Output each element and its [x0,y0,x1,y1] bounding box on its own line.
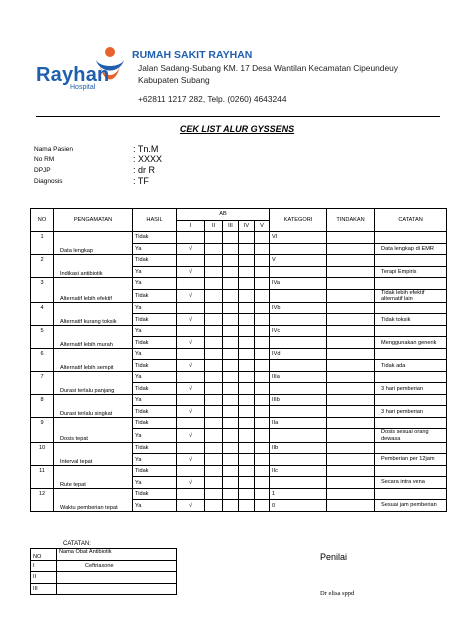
row-hasil: Ya [133,477,177,489]
row-check [177,232,205,244]
row-hasil: Tidak [133,232,177,244]
row-catatan: Terapi Empiris [375,266,447,278]
row-ab-cell [223,348,239,360]
row-catatan: Secara intra vena [375,477,447,489]
address-line-1: Jalan Sadang-Subang KM. 17 Desa Wantilan Kecamatan Cipeundeuy [138,63,398,73]
row-ab-cell [239,348,255,360]
antibiotic-col-name: Nama Obat Antibiotik [57,549,177,561]
row-ab-cell [205,255,223,267]
row-kategori: IVc [270,325,327,337]
row-tindakan [327,454,375,466]
row-ab-cell [255,314,270,326]
row-number: 4 [31,302,54,325]
row-check [177,302,205,314]
catatan-label: CATATAN: [63,541,91,547]
row-ab-cell [205,394,223,406]
row-ab-cell [239,406,255,418]
logo-wordmark: Rayhan [36,64,110,86]
row-kategori: VI [270,232,327,244]
row-kategori: IIa [270,417,327,429]
row-ab-cell [239,383,255,395]
row-check: √ [177,337,205,349]
row-ab-cell [239,394,255,406]
row-ab-cell [223,488,239,500]
row-ab-cell [255,383,270,395]
table-row [31,371,447,383]
table-row [31,442,447,454]
row-check: √ [177,477,205,489]
row-check: √ [177,314,205,326]
row-ab-cell [205,454,223,466]
row-hasil: Tidak [133,360,177,372]
row-ab-cell [223,383,239,395]
row-ab-cell [223,406,239,418]
row-check: √ [177,360,205,372]
row-kategori [270,314,327,326]
row-check [177,394,205,406]
row-ab-cell [205,325,223,337]
antibiotic-table [30,548,177,595]
row-tindakan [327,337,375,349]
antibiotic-row-name [57,583,177,595]
row-kategori: V [270,255,327,267]
table-row [31,278,447,290]
row-kategori [270,477,327,489]
row-check [177,325,205,337]
table-row [31,232,447,244]
row-hasil: Tidak [133,417,177,429]
row-ab-cell [239,371,255,383]
row-ab-cell [239,302,255,314]
row-ab-cell [223,371,239,383]
penilai-label: Penilai [320,552,348,562]
row-ab-cell [255,278,270,290]
col-header-no: NO [31,209,54,232]
row-kategori: IIIa [270,371,327,383]
row-tindakan [327,232,375,244]
antibiotic-col-no: NO [31,549,57,561]
row-pengamatan: Durasi terlalu panjang [54,371,133,394]
row-ab-cell [205,488,223,500]
row-kategori [270,454,327,466]
row-number: 10 [31,442,54,465]
col-header-ab-v: V [255,220,270,232]
row-ab-cell [205,243,223,255]
row-ab-cell [223,266,239,278]
row-ab-cell [223,337,239,349]
row-kategori: IIIb [270,394,327,406]
table-row [31,255,447,267]
row-ab-cell [223,417,239,429]
row-catatan [375,465,447,477]
row-ab-cell [239,255,255,267]
row-ab-cell [205,406,223,418]
row-hasil: Tidak [133,465,177,477]
patient-field-value: : XXXX [133,154,163,164]
antibiotic-row-no: II [31,572,57,584]
row-ab-cell [223,232,239,244]
row-ab-cell [255,442,270,454]
row-ab-cell [239,417,255,429]
row-ab-cell [239,266,255,278]
row-ab-cell [205,429,223,442]
row-check: √ [177,500,205,512]
row-tindakan [327,325,375,337]
row-pengamatan: Rute tepat [54,465,133,488]
row-hasil: Tidak [133,442,177,454]
row-check: √ [177,243,205,255]
row-ab-cell [255,406,270,418]
row-tindakan [327,417,375,429]
row-ab-cell [205,348,223,360]
row-tindakan [327,383,375,395]
hospital-phone: +62811 1217 282, Telp. (0260) 4643244 [138,94,287,104]
row-ab-cell [205,302,223,314]
row-kategori [270,266,327,278]
row-catatan: Pemberian per 12jam [375,454,447,466]
row-ab-cell [255,417,270,429]
row-ab-cell [205,278,223,290]
row-kategori [270,406,327,418]
row-catatan: 3 hari pemberian [375,406,447,418]
hospital-name: RUMAH SAKIT RAYHAN [132,49,253,61]
row-ab-cell [223,278,239,290]
row-check [177,417,205,429]
row-catatan [375,442,447,454]
row-catatan: Dosis sesuai orang dewasa [375,429,447,442]
row-number: 5 [31,325,54,348]
row-ab-cell [223,454,239,466]
row-hasil: Tidak [133,255,177,267]
row-pengamatan: Alternatif lebih sempit [54,348,133,371]
row-ab-cell [223,289,239,302]
row-hasil: Tidak [133,337,177,349]
row-number: 1 [31,232,54,255]
row-ab-cell [223,394,239,406]
row-ab-cell [205,266,223,278]
row-ab-cell [255,477,270,489]
row-ab-cell [205,383,223,395]
row-kategori: IVa [270,278,327,290]
table-row [31,302,447,314]
row-number: 7 [31,371,54,394]
row-pengamatan: Interval tepat [54,442,133,465]
row-hasil: Ya [133,325,177,337]
row-ab-cell [239,243,255,255]
table-row [31,488,447,500]
address-line-2: Kabupaten Subang [138,74,210,85]
row-ab-cell [239,500,255,512]
row-ab-cell [239,337,255,349]
row-catatan [375,232,447,244]
row-check: √ [177,406,205,418]
row-kategori [270,383,327,395]
row-hasil: Ya [133,500,177,512]
row-number: 9 [31,417,54,442]
table-row [31,348,447,360]
row-ab-cell [223,325,239,337]
row-pengamatan: Alternatif lebih murah [54,325,133,348]
antibiotic-row [31,560,177,572]
row-ab-cell [205,232,223,244]
row-check [177,371,205,383]
row-hasil: Tidak [133,383,177,395]
row-check: √ [177,429,205,442]
row-hasil: Ya [133,243,177,255]
row-kategori [270,289,327,302]
row-number: 12 [31,488,54,511]
row-number: 2 [31,255,54,278]
row-hasil: Ya [133,429,177,442]
row-ab-cell [255,371,270,383]
row-kategori [270,360,327,372]
col-header-tindakan: TINDAKAN [327,209,375,232]
row-ab-cell [205,289,223,302]
row-ab-cell [255,500,270,512]
row-hasil: Ya [133,371,177,383]
row-kategori: IIb [270,442,327,454]
row-number: 8 [31,394,54,417]
row-ab-cell [205,442,223,454]
row-kategori [270,243,327,255]
row-catatan [375,278,447,290]
row-catatan [375,348,447,360]
row-hasil: Tidak [133,289,177,302]
row-pengamatan: Data lengkap [54,232,133,255]
row-hasil: Ya [133,454,177,466]
antibiotic-row [31,572,177,584]
col-header-pengamatan: PENGAMATAN [54,209,133,232]
patient-field-value: : Tn.M [133,144,159,154]
row-tindakan [327,289,375,302]
row-catatan: Tidak lebih efektif alternatif lain [375,289,447,302]
row-check: √ [177,266,205,278]
row-ab-cell [239,314,255,326]
row-tindakan [327,314,375,326]
row-ab-cell [239,454,255,466]
row-hasil: Ya [133,266,177,278]
row-ab-cell [205,360,223,372]
col-header-ab-ii: II [205,220,223,232]
row-pengamatan: Dosis tepat [54,417,133,442]
row-kategori: IVd [270,348,327,360]
col-header-hasil: HASIL [133,209,177,232]
row-hasil: Ya [133,348,177,360]
row-catatan: Menggunakan generik [375,337,447,349]
col-header-ab: AB [177,209,270,221]
row-ab-cell [255,454,270,466]
row-tindakan [327,429,375,442]
row-ab-cell [205,337,223,349]
row-pengamatan: Alternatif kurang toksik [54,302,133,325]
row-hasil: Tidak [133,406,177,418]
row-ab-cell [205,417,223,429]
row-ab-cell [255,325,270,337]
row-ab-cell [239,465,255,477]
row-ab-cell [255,429,270,442]
row-number: 6 [31,348,54,371]
antibiotic-row-name: Ceftriaxone [57,560,177,572]
row-ab-cell [255,255,270,267]
col-header-kategori: KATEGORI [270,209,327,232]
row-tindakan [327,266,375,278]
row-ab-cell [223,442,239,454]
row-ab-cell [239,278,255,290]
document-title: CEK LIST ALUR GYSSENS [179,124,295,134]
row-ab-cell [239,360,255,372]
row-catatan [375,371,447,383]
row-hasil: Ya [133,278,177,290]
patient-field-value: : TF [133,176,149,186]
row-ab-cell [255,488,270,500]
row-ab-cell [255,243,270,255]
row-check [177,488,205,500]
row-hasil: Tidak [133,488,177,500]
row-tindakan [327,278,375,290]
row-ab-cell [223,477,239,489]
row-kategori [270,429,327,442]
row-ab-cell [223,360,239,372]
row-ab-cell [205,477,223,489]
row-tindakan [327,406,375,418]
row-number: 3 [31,278,54,303]
row-ab-cell [239,429,255,442]
table-row [31,394,447,406]
row-kategori: IVb [270,302,327,314]
row-tindakan [327,442,375,454]
antibiotic-row [31,583,177,595]
patient-field-value: : dr R [133,165,156,175]
row-tindakan [327,243,375,255]
row-ab-cell [255,394,270,406]
patient-field-label: Diagnosis [34,178,63,185]
row-pengamatan: Alternatif lebih efektif [54,278,133,303]
row-ab-cell [223,302,239,314]
row-tindakan [327,465,375,477]
row-tindakan [327,360,375,372]
row-pengamatan: Waktu pemberian tepat [54,488,133,511]
row-tindakan [327,302,375,314]
row-ab-cell [223,465,239,477]
row-ab-cell [239,289,255,302]
row-ab-cell [239,232,255,244]
row-ab-cell [223,429,239,442]
row-ab-cell [223,500,239,512]
row-ab-cell [205,371,223,383]
row-hasil: Tidak [133,314,177,326]
row-tindakan [327,255,375,267]
row-catatan: Sesuai jam pemberian [375,500,447,512]
row-hasil: Ya [133,394,177,406]
row-kategori: IIc [270,465,327,477]
antibiotic-row-no: I [31,560,57,572]
row-catatan [375,488,447,500]
row-tindakan [327,394,375,406]
row-tindakan [327,371,375,383]
antibiotic-row-no: III [31,583,57,595]
row-check [177,278,205,290]
col-header-ab-iii: III [223,220,239,232]
antibiotic-row-name [57,572,177,584]
row-ab-cell [205,465,223,477]
patient-field-label: DPJP [34,167,51,174]
row-ab-cell [255,266,270,278]
row-catatan: Data lengkap di EMR [375,243,447,255]
patient-field-label: Nama Pasien [34,146,74,153]
row-pengamatan: Indikasi antibiotik [54,255,133,278]
row-kategori: 1 [270,488,327,500]
row-catatan: Tidak ada [375,360,447,372]
row-ab-cell [255,348,270,360]
row-tindakan [327,477,375,489]
row-catatan: 3 hari pemberian [375,383,447,395]
row-catatan [375,302,447,314]
col-header-ab-i: I [177,220,205,232]
row-check [177,442,205,454]
row-check: √ [177,289,205,302]
row-ab-cell [223,243,239,255]
col-header-ab-iv: IV [239,220,255,232]
row-catatan [375,417,447,429]
row-ab-cell [239,442,255,454]
row-ab-cell [223,255,239,267]
row-ab-cell [239,477,255,489]
row-tindakan [327,348,375,360]
row-ab-cell [239,325,255,337]
row-ab-cell [255,337,270,349]
row-catatan [375,394,447,406]
table-row [31,325,447,337]
row-ab-cell [255,232,270,244]
row-catatan: Tidak toksik [375,314,447,326]
row-ab-cell [255,302,270,314]
row-check [177,255,205,267]
row-check: √ [177,454,205,466]
gyssens-checklist-table [30,208,447,512]
row-ab-cell [205,500,223,512]
row-check [177,465,205,477]
row-ab-cell [223,314,239,326]
row-pengamatan: Durasi terlalu singkat [54,394,133,417]
row-tindakan [327,488,375,500]
row-catatan [375,255,447,267]
row-ab-cell [239,488,255,500]
row-number: 11 [31,465,54,488]
header-divider [36,116,440,117]
row-ab-cell [255,360,270,372]
col-header-catatan: CATATAN [375,209,447,232]
row-kategori: 0 [270,500,327,512]
row-ab-cell [205,314,223,326]
logo-subtitle: Hospital [70,84,96,91]
table-row [31,417,447,429]
row-catatan [375,325,447,337]
patient-field-label: No RM [34,156,55,163]
signer-name: Dr elisa sppd [320,590,355,597]
row-hasil: Ya [133,302,177,314]
row-tindakan [327,500,375,512]
row-ab-cell [255,465,270,477]
table-row [31,465,447,477]
hospital-address [138,63,468,86]
row-check: √ [177,383,205,395]
row-kategori [270,337,327,349]
row-check [177,348,205,360]
row-ab-cell [255,289,270,302]
